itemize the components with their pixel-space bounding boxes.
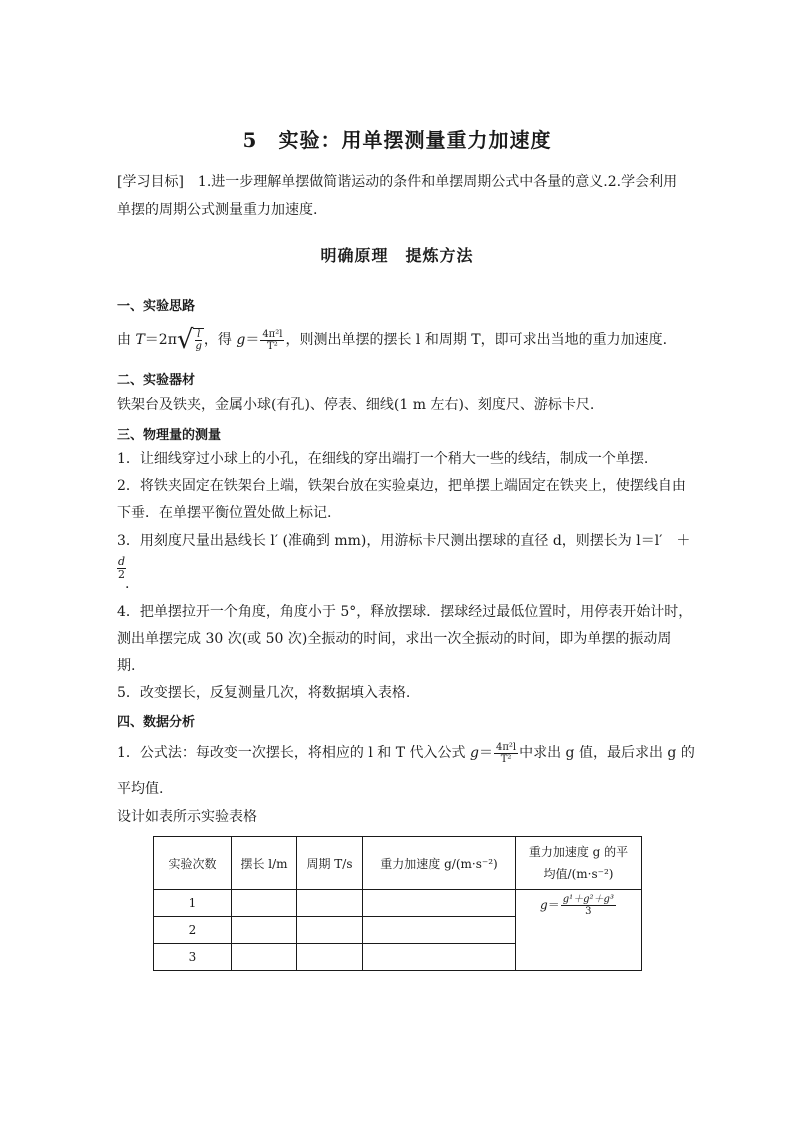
period-cell [297,917,363,944]
g-formula-denominator: T² [267,340,278,352]
g-formula-numerator: 4π²l [262,328,283,340]
period-cell [297,890,363,917]
principle-mid: ，得 [203,332,237,348]
equipment-list: 铁架台及铁夹，金属小球(有孔)、停表、细线(1 m 左右)、刻度尺、游标卡尺. [117,397,595,413]
learning-objectives-line2: 单摆的周期公式测量重力加速度. [117,202,318,218]
equals-sign: ＝ [245,332,260,348]
objectives-tag: [学习目标] [117,174,184,190]
step-2-line1: 2．将铁夹固定在铁架台上端，铁架台放在实验桌边，把单摆上端固定在铁夹上，使摆线自由 [117,478,686,494]
length-cell [232,944,297,971]
sqrt-denominator: g [195,341,202,352]
table-header-row [154,837,642,890]
trial-number-cell: 1 [154,890,232,917]
method-1-denominator: T² [500,753,512,765]
part1-heading: 一、实验思路 [117,299,196,314]
sqrt-l-over-g [177,327,204,353]
method-1-equals: ＝ [478,745,493,761]
part4-heading: 四、数据分析 [117,715,196,730]
principle-formula-line [117,326,667,354]
objectives-text-1: 1.进一步理解单摆做简谐运动的条件和单摆周期公式中各量的意义.2.学会利用 [183,174,678,190]
section-title: 明确原理 提炼方法 [320,246,474,265]
radical-icon: √ [176,325,194,355]
average-denominator: 3 [585,906,592,917]
step-4-line1: 4．把单摆拉开一个角度，角度小于 5°，释放摆球．摆球经过最低位置时，用停表开始计时， [117,604,693,620]
learning-objectives-line1 [117,172,677,192]
step-4-line2: 测出单摆完成 30 次(或 50 次)全振动的时间，求出一次全振动的时间，即为单摆的振动周 [117,631,672,647]
two-pi: ＝2π [144,332,177,348]
method-1-text-a: 1．公式法：每改变一次摆长，将相应的 l 和 T 代入公式 [117,745,470,761]
method-1-fraction [494,742,518,765]
step-4-line3: 期. [117,658,136,674]
step-1: 1．让细线穿过小球上的小孔，在细线的穿出端打一个稍大一些的线结，制成一个单摆. [117,451,649,467]
principle-suffix: ，则测出单摆的摆长 l 和周期 T，即可求出当地的重力加速度. [285,332,668,348]
average-equals: ＝ [547,898,560,912]
trial-number-cell: 3 [154,944,232,971]
method-1-text-b: 中求出 g 值，最后求出 g 的 [519,745,695,761]
header-trial-number: 实验次数 [154,837,232,890]
header-gravity-average-line2: 均值/(m·s⁻²) [543,867,614,881]
length-cell [232,890,297,917]
header-gravity: 重力加速度 g/(m·s⁻²) [363,837,516,890]
gravity-cell [363,944,516,971]
experiment-table [153,836,642,971]
method-1-line1 [117,740,695,766]
method-1-line2: 平均值. [117,781,164,797]
principle-prefix: 由 [117,332,136,348]
average-g-symbol: g [540,898,548,912]
header-period: 周期 T/s [297,837,363,890]
step-3-end: . [125,576,130,592]
sqrt-numerator: l [197,329,201,340]
length-cell [232,917,297,944]
part3-heading: 三、物理量的测量 [117,428,222,443]
header-length: 摆长 l/m [232,837,297,890]
step-3-fraction-numerator: d [118,555,126,568]
method-1-g-symbol: g [469,745,479,761]
part2-heading: 二、实验器材 [117,373,196,388]
trial-number-cell: 2 [154,917,232,944]
gravity-average-cell [516,890,642,971]
table-row [154,890,642,917]
gravity-cell [363,917,516,944]
g-symbol: g [236,332,246,348]
header-gravity-average-line1: 重力加速度 g 的平 [528,845,629,859]
step-3-line1: 3．用刻度尺量出悬线长 l′ (准确到 mm)，用游标卡尺测出摆球的直径 d，则摆长为 l＝l′ ＋ [117,533,691,549]
table-intro: 设计如表所示实验表格 [117,809,257,825]
method-1-numerator: 4π²l [495,741,517,753]
step-5: 5．改变摆长，反复测量几次，将数据填入表格. [117,685,411,701]
gravity-cell [363,890,516,917]
average-fraction [561,894,616,917]
average-numerator: g¹＋g²＋g³ [562,894,614,905]
page-title: 5 实验：用单摆测量重力加速度 [242,128,552,152]
g-formula-fraction [260,329,284,352]
step-3-fraction-denominator: 2 [118,568,126,581]
header-gravity-average [516,837,642,890]
average-formula [516,890,641,917]
period-symbol: T [135,332,145,348]
step-2-line2: 下垂．在单摆平衡位置处做上标记. [117,505,332,521]
period-cell [297,944,363,971]
